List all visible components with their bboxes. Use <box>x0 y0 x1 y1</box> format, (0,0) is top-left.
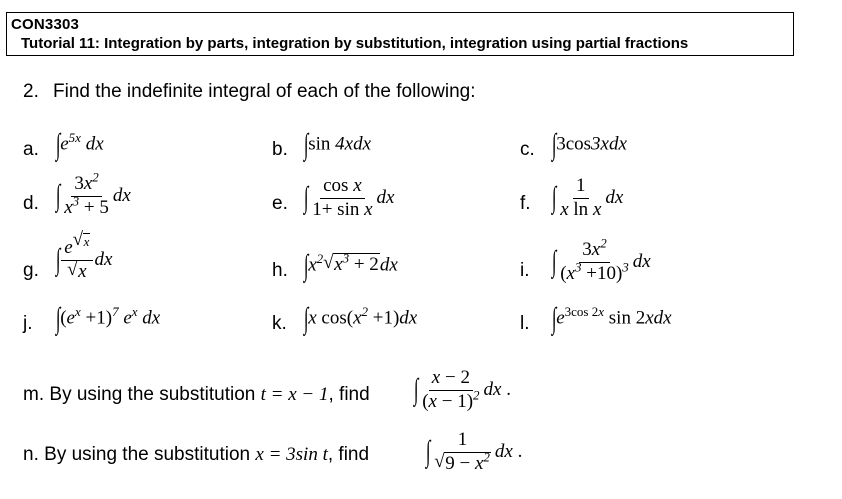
part-f-label: f. <box>520 193 531 214</box>
part-n-label: n. <box>23 444 39 465</box>
part-a-expression: $\int e^{5x}$ dx <box>55 128 104 161</box>
part-i-expression: ∫ $\frac{3x^2}{(x^3 +10)^3}$ dx <box>551 235 651 284</box>
header-box <box>6 12 794 56</box>
part-m-find: , find <box>328 384 370 405</box>
part-g-label: g. <box>23 260 39 281</box>
question-text: Find the indefinite integral of each of the following: <box>53 81 476 102</box>
part-d-expression: ∫ $\frac{3x^2}{x^3 + 5}$ dx <box>55 169 131 218</box>
question-number: 2. <box>23 81 39 102</box>
part-h-expression: $\int x^2√$ $x^3 + 2dx$ <box>306 249 398 283</box>
part-i-label: i. <box>520 260 530 281</box>
question-heading <box>23 81 476 103</box>
part-j-label: j. <box>23 313 33 334</box>
part-b-label: b. <box>272 139 288 160</box>
part-k-expression: ∫x $\cos(x^2 +1)dx$ <box>303 302 418 335</box>
part-h-label: h. <box>272 260 288 281</box>
part-l-expression: $\int e^{3cos 2x}$ sin 2xdx <box>551 302 672 335</box>
part-a-label: a. <box>23 139 39 160</box>
part-m-substitution: t = x − 1 <box>260 384 329 405</box>
part-g-expression: ∫ e $^x$ √ x dx <box>58 238 112 283</box>
part-c-label: c. <box>520 139 535 160</box>
tutorial-title: Tutorial 11: Integration by parts, integration by substitution, integration using partial fractions <box>21 35 689 52</box>
part-b-expression: ∫sin 4xdx <box>303 128 372 161</box>
part-c-expression: ∫3cos3xdx <box>551 128 627 161</box>
part-e-label: e. <box>272 193 288 214</box>
course-code: CON3303 <box>11 16 80 33</box>
part-d-label: d. <box>23 193 39 214</box>
part-k-label: k. <box>272 313 287 334</box>
part-e-expression: ∫ $\frac{\text{cos x}}{\text{1+ sin x}}$ dx <box>303 175 395 220</box>
part-f-expression: ∫ $\frac{1}{\text{x ln x}}$ dx <box>551 175 624 220</box>
part-j-expression: $\int(e^x +1)^7$ $e^x$ dx <box>55 302 161 335</box>
part-m-intro: By using the substitution <box>49 384 256 405</box>
part-n-substitution: x = 3sin t <box>255 444 328 465</box>
part-m-label: m. <box>23 384 45 405</box>
part-l-label: l. <box>520 313 530 334</box>
part-m-expression: ∫ $\frac{x - 2}{(x - 1)^2}$ dx . <box>413 367 511 412</box>
part-n-intro: By using the substitution <box>44 444 251 465</box>
part-n-find: , find <box>327 444 370 465</box>
part-n-text <box>23 444 369 466</box>
part-m-text <box>23 384 370 406</box>
part-n-expression: ∫ 1 √ $9 - x^2$ dx . <box>428 430 522 475</box>
